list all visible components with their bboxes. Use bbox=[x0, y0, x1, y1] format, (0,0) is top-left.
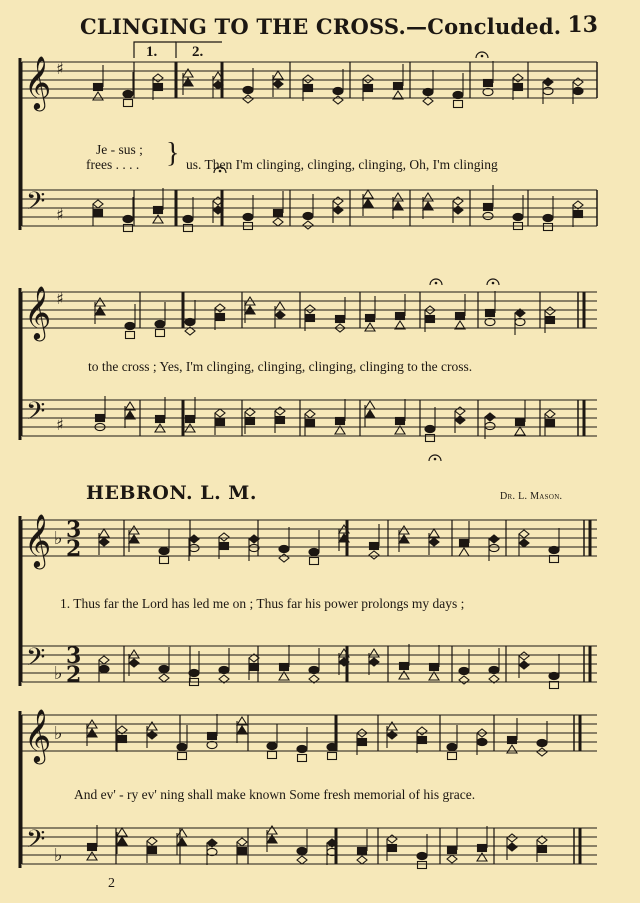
bass-clef-icon: 𝄢 bbox=[26, 187, 46, 222]
note-head bbox=[309, 548, 319, 555]
note-head bbox=[363, 190, 373, 198]
note-head bbox=[99, 529, 109, 537]
note-head bbox=[399, 535, 409, 543]
note-head bbox=[543, 214, 553, 221]
note-head bbox=[148, 847, 157, 854]
note-head bbox=[183, 69, 193, 77]
note-head bbox=[423, 88, 433, 95]
note-head bbox=[515, 427, 525, 435]
note-head bbox=[429, 529, 439, 537]
bass-clef-icon: 𝄢 bbox=[26, 825, 46, 860]
note-head bbox=[453, 197, 463, 205]
fermata-dot bbox=[492, 282, 495, 285]
note-head bbox=[117, 837, 127, 845]
page-number: 13 bbox=[567, 12, 598, 38]
note-head bbox=[273, 80, 283, 88]
note-head bbox=[549, 546, 559, 553]
note-head bbox=[237, 838, 247, 846]
note-head bbox=[279, 545, 289, 552]
note-head bbox=[129, 659, 139, 667]
note-head bbox=[573, 87, 583, 94]
note-head bbox=[546, 317, 555, 324]
note-head bbox=[333, 206, 343, 214]
sharp-icon: ♯ bbox=[56, 289, 64, 308]
note-head bbox=[430, 664, 439, 671]
fermata-dot bbox=[434, 458, 437, 461]
note-head bbox=[215, 409, 225, 417]
note-head bbox=[453, 206, 463, 214]
note-head bbox=[447, 855, 457, 863]
note-head bbox=[273, 71, 283, 79]
note-head bbox=[95, 298, 105, 306]
note-head bbox=[276, 417, 285, 424]
note-head bbox=[304, 85, 313, 92]
note-head bbox=[455, 407, 465, 415]
note-head bbox=[275, 311, 285, 319]
note-head bbox=[267, 835, 277, 843]
note-head bbox=[280, 664, 289, 671]
note-head bbox=[456, 313, 465, 320]
note-head bbox=[95, 307, 105, 315]
note-head bbox=[126, 332, 135, 339]
note-head bbox=[297, 745, 307, 752]
note-head bbox=[243, 95, 253, 103]
note-head bbox=[216, 419, 225, 426]
note-head bbox=[328, 753, 337, 760]
note-head bbox=[459, 548, 469, 556]
note-head bbox=[117, 828, 127, 836]
note-head bbox=[387, 835, 397, 843]
note-head bbox=[399, 526, 409, 534]
note-head bbox=[543, 87, 553, 94]
note-head bbox=[238, 848, 247, 855]
time-sig-bottom: 2 bbox=[66, 536, 82, 562]
note-head bbox=[129, 535, 139, 543]
note-head bbox=[99, 665, 109, 672]
note-head bbox=[219, 666, 229, 673]
note-head bbox=[268, 752, 277, 759]
note-head bbox=[267, 826, 277, 834]
note-head bbox=[208, 733, 217, 740]
note-head bbox=[159, 547, 169, 554]
note-head bbox=[370, 543, 379, 550]
note-head bbox=[129, 526, 139, 534]
note-head bbox=[303, 75, 313, 83]
note-head bbox=[303, 212, 313, 219]
note-head bbox=[147, 722, 157, 730]
note-head bbox=[400, 663, 409, 670]
note-head bbox=[237, 726, 247, 734]
first-ending-label: 1. bbox=[146, 44, 158, 60]
note-head bbox=[519, 661, 529, 669]
flat-icon: ♭ bbox=[54, 528, 63, 549]
note-head bbox=[216, 314, 225, 321]
note-head bbox=[519, 652, 529, 660]
note-head bbox=[574, 211, 583, 218]
note-head bbox=[365, 401, 375, 409]
note-head bbox=[477, 738, 487, 745]
note-head bbox=[538, 846, 547, 853]
note-head bbox=[357, 856, 367, 864]
note-head bbox=[183, 215, 193, 222]
note-head bbox=[429, 538, 439, 546]
note-head bbox=[177, 838, 187, 846]
note-head bbox=[399, 671, 409, 679]
note-head bbox=[250, 664, 259, 671]
note-head bbox=[243, 86, 253, 93]
note-head bbox=[186, 416, 195, 423]
flat-icon: ♭ bbox=[54, 723, 63, 744]
note-head bbox=[333, 197, 343, 205]
note-head bbox=[550, 682, 559, 689]
note-head bbox=[305, 410, 315, 418]
note-head bbox=[88, 844, 97, 851]
note-head bbox=[336, 418, 345, 425]
note-head bbox=[305, 305, 315, 313]
note-head bbox=[333, 87, 343, 94]
note-head bbox=[417, 727, 427, 735]
note-head bbox=[423, 202, 433, 210]
note-head bbox=[123, 90, 133, 97]
note-head bbox=[275, 302, 285, 310]
note-head bbox=[477, 853, 487, 861]
lyric-line-b: frees . . . . bbox=[86, 157, 140, 172]
note-head bbox=[177, 743, 187, 750]
note-head bbox=[279, 554, 289, 562]
note-head bbox=[93, 200, 103, 208]
note-head bbox=[448, 753, 457, 760]
note-head bbox=[459, 667, 469, 674]
note-head bbox=[153, 215, 163, 223]
sharp-icon: ♯ bbox=[56, 415, 64, 434]
note-head bbox=[507, 834, 517, 842]
time-sig-top: 3 bbox=[66, 517, 82, 543]
sharp-icon: ♯ bbox=[56, 59, 64, 78]
note-head bbox=[306, 315, 315, 322]
note-head bbox=[99, 656, 109, 664]
note-head bbox=[147, 731, 157, 739]
lyric-line-main: us. Then I'm clinging, clinging, clinging, Oh, I'm clinging bbox=[186, 157, 498, 172]
note-head bbox=[544, 224, 553, 231]
note-head bbox=[423, 193, 433, 201]
note-head bbox=[185, 424, 195, 432]
note-head bbox=[306, 420, 315, 427]
note-head bbox=[537, 739, 547, 746]
note-head bbox=[549, 672, 559, 679]
note-head bbox=[358, 739, 367, 746]
note-head bbox=[309, 666, 319, 673]
note-head bbox=[387, 731, 397, 739]
note-head bbox=[177, 829, 187, 837]
note-head bbox=[118, 736, 127, 743]
note-head bbox=[460, 540, 469, 547]
note-head bbox=[94, 84, 103, 91]
note-head bbox=[454, 101, 463, 108]
note-head bbox=[333, 96, 343, 104]
hymn-title: HEBRON. L. M. bbox=[86, 482, 257, 504]
note-head bbox=[483, 212, 493, 219]
treble-clef-icon: 𝄞 bbox=[24, 513, 52, 567]
note-head bbox=[418, 862, 427, 869]
note-head bbox=[393, 202, 403, 210]
treble-clef-icon: 𝄞 bbox=[24, 708, 52, 762]
note-head bbox=[369, 649, 379, 657]
note-head bbox=[153, 74, 163, 82]
note-head bbox=[543, 78, 553, 86]
note-head bbox=[155, 320, 165, 327]
treble-clef-icon: 𝄞 bbox=[24, 285, 52, 339]
note-head bbox=[417, 852, 427, 859]
note-head bbox=[484, 80, 493, 87]
note-head bbox=[358, 848, 367, 855]
note-head bbox=[99, 538, 109, 546]
note-head bbox=[185, 318, 195, 325]
note-head bbox=[513, 74, 523, 82]
note-head bbox=[514, 84, 523, 91]
note-head bbox=[508, 737, 517, 744]
note-head bbox=[363, 75, 373, 83]
note-head bbox=[489, 535, 499, 543]
note-head bbox=[159, 665, 169, 672]
note-head bbox=[425, 425, 435, 432]
note-head bbox=[303, 221, 313, 229]
note-head bbox=[246, 418, 255, 425]
note-head bbox=[147, 837, 157, 845]
note-head bbox=[336, 316, 345, 323]
note-head bbox=[273, 218, 283, 226]
note-head bbox=[486, 310, 495, 317]
time-sig-top: 3 bbox=[66, 643, 82, 669]
note-head bbox=[485, 422, 495, 429]
note-head bbox=[220, 543, 229, 550]
note-head bbox=[274, 210, 283, 217]
note-head bbox=[519, 539, 529, 547]
time-sig-bottom: 2 bbox=[66, 662, 82, 688]
note-head bbox=[178, 753, 187, 760]
note-head bbox=[453, 91, 463, 98]
note-head bbox=[426, 316, 435, 323]
bass-clef-icon: 𝄢 bbox=[26, 397, 46, 432]
bass-clef-icon: 𝄢 bbox=[26, 643, 46, 678]
note-head bbox=[297, 847, 307, 854]
note-head bbox=[87, 852, 97, 860]
note-head bbox=[155, 424, 165, 432]
note-head bbox=[298, 755, 307, 762]
note-head bbox=[369, 551, 379, 559]
sharp-icon: ♯ bbox=[56, 205, 64, 224]
fermata-dot bbox=[435, 282, 438, 285]
note-head bbox=[94, 210, 103, 217]
note-head bbox=[394, 83, 403, 90]
treble-clef-icon: 𝄞 bbox=[24, 55, 52, 109]
note-head bbox=[156, 330, 165, 337]
note-head bbox=[183, 78, 193, 86]
composer-credit: Dr. L. Mason. bbox=[500, 491, 563, 502]
note-head bbox=[310, 558, 319, 565]
note-head bbox=[364, 85, 373, 92]
note-head bbox=[573, 78, 583, 86]
note-head bbox=[478, 845, 487, 852]
note-head bbox=[545, 307, 555, 315]
note-head bbox=[159, 674, 169, 682]
note-head bbox=[365, 410, 375, 418]
note-head bbox=[387, 722, 397, 730]
note-head bbox=[489, 544, 499, 551]
note-head bbox=[485, 413, 495, 421]
note-head bbox=[154, 84, 163, 91]
note-head bbox=[123, 215, 133, 222]
flat-icon: ♭ bbox=[54, 663, 63, 684]
note-head bbox=[365, 323, 375, 331]
note-head bbox=[243, 213, 253, 220]
note-head bbox=[297, 856, 307, 864]
note-head bbox=[418, 737, 427, 744]
note-head bbox=[93, 92, 103, 100]
note-head bbox=[125, 322, 135, 329]
note-head bbox=[219, 533, 229, 541]
note-head bbox=[154, 207, 163, 214]
note-head bbox=[396, 418, 405, 425]
note-head bbox=[363, 199, 373, 207]
fermata-dot bbox=[481, 55, 484, 58]
note-head bbox=[124, 100, 133, 107]
lyric-line-a: Je - sus ; bbox=[96, 142, 143, 157]
hebron-verse-line-1: 1. Thus far the Lord has led me on ; Thus far his power prolongs my days ; bbox=[60, 596, 465, 611]
note-head bbox=[455, 416, 465, 424]
note-head bbox=[513, 213, 523, 220]
note-head bbox=[129, 650, 139, 658]
note-head bbox=[388, 845, 397, 852]
note-head bbox=[537, 748, 547, 756]
note-head bbox=[327, 743, 337, 750]
second-ending-label: 2. bbox=[192, 44, 204, 60]
note-head bbox=[546, 420, 555, 427]
note-head bbox=[189, 669, 199, 676]
note-head bbox=[160, 557, 169, 564]
note-head bbox=[550, 556, 559, 563]
note-head bbox=[448, 847, 457, 854]
note-head bbox=[393, 193, 403, 201]
note-head bbox=[507, 745, 517, 753]
note-head bbox=[484, 204, 493, 211]
note-head bbox=[156, 416, 165, 423]
note-head bbox=[275, 407, 285, 415]
note-head bbox=[489, 666, 499, 673]
note-head bbox=[366, 315, 375, 322]
note-head bbox=[447, 743, 457, 750]
hebron-verse-line-2: And ev' - ry ev' ning shall make known Some fresh memorial of his grace. bbox=[74, 787, 476, 802]
note-head bbox=[545, 410, 555, 418]
note-head bbox=[396, 313, 405, 320]
note-head bbox=[459, 676, 469, 684]
note-head bbox=[215, 304, 225, 312]
flat-icon: ♭ bbox=[54, 845, 63, 866]
note-head bbox=[267, 742, 277, 749]
note-head bbox=[516, 419, 525, 426]
note-head bbox=[369, 658, 379, 666]
note-head bbox=[96, 415, 105, 422]
note-head bbox=[519, 530, 529, 538]
lyric-line-system2: to the cross ; Yes, I'm clinging, clinging, clinging, clinging to the cross. bbox=[88, 359, 473, 374]
lyric-brace: } bbox=[166, 138, 180, 169]
song-title: CLINGING TO THE CROSS.—Concluded. bbox=[80, 14, 562, 39]
note-head bbox=[125, 411, 135, 419]
signature-mark: 2 bbox=[108, 876, 115, 891]
note-head bbox=[507, 843, 517, 851]
